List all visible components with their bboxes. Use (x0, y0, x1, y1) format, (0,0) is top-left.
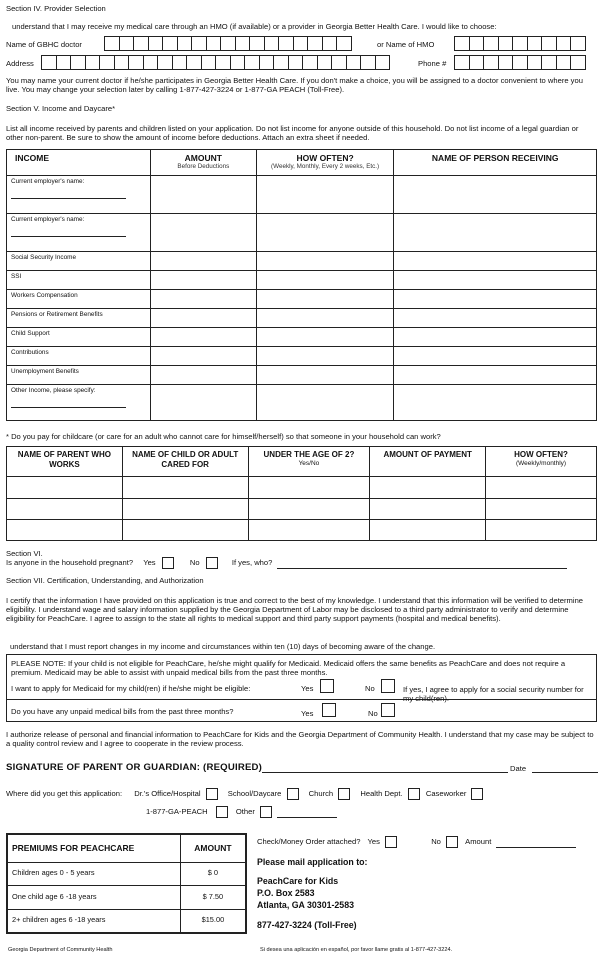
income-row-child-support: Child Support (7, 328, 151, 347)
premium-row-label: 2+ children ages 6 -18 years (7, 909, 180, 933)
char-cell[interactable] (288, 55, 304, 70)
check-label: Check/Money Order attached? (257, 837, 361, 846)
cc-cell[interactable] (370, 499, 486, 520)
source-doctor-label: Dr.'s Office/Hospital (134, 789, 201, 798)
income-row-ssi: SSI (7, 271, 151, 290)
char-cell[interactable] (186, 55, 202, 70)
mail-phone: 877-427-3224 (Toll-Free) (257, 920, 357, 930)
char-cell[interactable] (293, 36, 309, 51)
date-label: Date (510, 764, 527, 773)
person-cell[interactable] (394, 309, 597, 328)
phone-field[interactable] (454, 55, 585, 70)
amount-cell[interactable] (150, 309, 256, 328)
hmo-label: or Name of HMO (377, 40, 435, 49)
income-table (6, 149, 597, 421)
premium-row-label: One child age 6 -18 years (7, 885, 180, 909)
char-cell[interactable] (498, 36, 514, 51)
income-row-social-security: Social Security Income (7, 252, 151, 271)
cc-cell[interactable] (122, 477, 248, 499)
char-cell[interactable] (206, 36, 222, 51)
amount-label: Amount (465, 837, 492, 846)
cc-cell[interactable] (370, 520, 486, 541)
unpaid-no-label: No (368, 709, 378, 718)
premium-amount-header: AMOUNT (180, 834, 246, 862)
char-cell[interactable] (99, 55, 115, 70)
frequency-cell[interactable] (256, 176, 394, 214)
char-cell[interactable] (527, 36, 543, 51)
frequency-cell[interactable] (256, 347, 394, 366)
pregnant-no-checkbox[interactable] (206, 557, 218, 569)
premiums-header: PREMIUMS FOR PEACHCARE (7, 834, 180, 862)
pregnant-yes-label: Yes (143, 558, 156, 567)
source-school-checkbox[interactable] (287, 788, 299, 800)
amount-field[interactable] (496, 847, 576, 848)
income-row-other: Other Income, please specify: (7, 385, 151, 421)
char-cell[interactable] (56, 55, 72, 70)
source-other-label: Other (235, 807, 255, 816)
frequency-cell[interactable] (256, 271, 394, 290)
pregnant-row (6, 557, 567, 569)
char-cell[interactable] (114, 55, 130, 70)
source-church-checkbox[interactable] (338, 788, 350, 800)
parent-works-col: NAME OF PARENT WHO WORKS (7, 447, 123, 477)
person-cell[interactable] (394, 347, 597, 366)
frequency-cell[interactable] (256, 328, 394, 347)
person-cell[interactable] (394, 366, 597, 385)
report-changes-text: understand that I must report changes in my income and circumstances within ten (10) days of becoming aware of the change. (10, 642, 436, 651)
provider-intro: understand that I may receive my medical care through an HMO (if available) or a provider in Georgia Better Health Care. I would like to choose: (12, 22, 497, 31)
medicaid-note-box (6, 654, 597, 704)
childcare-table (6, 446, 597, 541)
char-cell[interactable] (249, 36, 265, 51)
cc-cell[interactable] (486, 520, 597, 541)
char-cell[interactable] (41, 55, 57, 70)
check-no-checkbox[interactable] (446, 836, 458, 848)
frequency-cell[interactable] (256, 309, 394, 328)
char-cell[interactable] (331, 55, 347, 70)
cc-cell[interactable] (370, 477, 486, 499)
medicaid-yes-checkbox[interactable] (320, 679, 334, 693)
income-row-contributions: Contributions (7, 347, 151, 366)
char-cell[interactable] (259, 55, 275, 70)
premium-row-amount: $15.00 (180, 909, 246, 933)
char-cell[interactable] (454, 36, 470, 51)
cc-how-often-col: HOW OFTEN? (Weekly/monthly) (486, 447, 597, 477)
cc-cell[interactable] (7, 520, 123, 541)
source-row-2 (146, 806, 337, 818)
footer-left: Georgia Department of Community Health (8, 947, 113, 953)
under-two-col: UNDER THE AGE OF 2? Yes/No (248, 447, 370, 477)
amount-cell[interactable] (150, 252, 256, 271)
pregnant-who-label: If yes, who? (231, 558, 273, 567)
char-cell[interactable] (133, 36, 149, 51)
char-cell[interactable] (128, 55, 144, 70)
char-cell[interactable] (85, 55, 101, 70)
certification-text: I certify that the information I have provided on this application is true and correct to the best of my knowledge. I understand that this information will be verified to determine eligibility. I understand wage and salary information supplied by the Georgia Department of Labor may be disclosed to a third party administrator to verify and determine eligibility for PeachCare. I agree to assign to the state all rights to medical support and third party support payments (hospital and medical benefits). (6, 596, 584, 624)
address-field[interactable] (41, 55, 389, 70)
source-health-dept-label: Health Dept. (360, 789, 403, 798)
char-cell[interactable] (220, 36, 236, 51)
person-cell[interactable] (394, 271, 597, 290)
cc-cell[interactable] (248, 499, 370, 520)
frequency-cell[interactable] (256, 214, 394, 252)
medicaid-no-label: No (365, 684, 375, 693)
source-other-field[interactable] (277, 817, 337, 818)
medicaid-note-text: PLEASE NOTE: If your child is not eligible for PeachCare, he/she might qualify for Medicaid. Medicaid offers the same benefits as PeachCare and does not require a premium. Medicaid may be able to assist with unpaid medical bills from the past three months. (11, 659, 566, 678)
char-cell[interactable] (541, 55, 557, 70)
char-cell[interactable] (469, 55, 485, 70)
char-cell[interactable] (157, 55, 173, 70)
section-vi-heading: Section VI. (6, 549, 43, 558)
char-cell[interactable] (235, 36, 251, 51)
char-cell[interactable] (119, 36, 135, 51)
char-cell[interactable] (177, 36, 193, 51)
char-cell[interactable] (307, 36, 323, 51)
unpaid-yes-label: Yes (301, 709, 314, 718)
address-label: Address (6, 59, 34, 68)
person-cell[interactable] (394, 214, 597, 252)
pregnant-yes-checkbox[interactable] (162, 557, 174, 569)
char-cell[interactable] (512, 36, 528, 51)
char-cell[interactable] (201, 55, 217, 70)
section-iv-heading: Section IV. Provider Selection (6, 4, 106, 13)
char-cell[interactable] (70, 55, 86, 70)
char-cell[interactable] (143, 55, 159, 70)
char-cell[interactable] (346, 55, 362, 70)
char-cell[interactable] (191, 36, 207, 51)
pregnant-no-label: No (189, 558, 200, 567)
amount-cell[interactable] (150, 347, 256, 366)
cc-cell[interactable] (7, 477, 123, 499)
authorize-text: I authorize release of personal and financial information to PeachCare for Kids and the Georgia Department of Community Health. I understand that my case may be subject to a quality control review and I agree to cooperate in the review process. (6, 730, 594, 749)
amount-cell[interactable] (150, 214, 256, 252)
income-intro: List all income received by parents and children listed on your application. Do not list income for anyone outside of this household. Do not list income of a legal guardian or other non-parent. Be sure to show the amount of income before deductions. Attach an extra sheet if needed. (6, 124, 579, 143)
char-cell[interactable] (360, 55, 376, 70)
person-cell[interactable] (394, 252, 597, 271)
signature-field[interactable] (262, 762, 508, 773)
mail-heading: Please mail application to: (257, 857, 368, 867)
hmo-name-field[interactable] (454, 36, 585, 51)
how-often-col: HOW OFTEN? (Weekly, Monthly, Every 2 weeks, Etc.) (256, 150, 394, 176)
unpaid-yes-checkbox[interactable] (322, 703, 336, 717)
amount-cell[interactable] (150, 290, 256, 309)
premiums-table (6, 833, 247, 934)
footer-right: Si desea una aplicación en español, por favor llame gratis al 1-877-427-3224. (260, 947, 453, 953)
provider-note: You may name your current doctor if he/she participates in Georgia Better Health Care. If you don't make a choice, you will be assigned to a doctor convenient to where you live. You may change your selection later by calling 1-877-427-3224 or 1-877-GA PEACH (Toll-Free). (6, 76, 583, 95)
income-row-workers-comp: Workers Compensation (7, 290, 151, 309)
ssn-note: If yes, I agree to apply for a social security number for my child(ren). (403, 685, 584, 704)
char-cell[interactable] (162, 36, 178, 51)
medicaid-yes-label: Yes (301, 684, 314, 693)
char-cell[interactable] (264, 36, 280, 51)
mail-name: PeachCare for Kids (257, 876, 339, 886)
frequency-cell[interactable] (256, 366, 394, 385)
frequency-cell[interactable] (256, 252, 394, 271)
person-receiving-col: NAME OF PERSON RECEIVING (394, 150, 597, 176)
income-row-unemployment: Unemployment Benefits (7, 366, 151, 385)
char-cell[interactable] (527, 55, 543, 70)
char-cell[interactable] (483, 36, 499, 51)
char-cell[interactable] (230, 55, 246, 70)
amount-cell[interactable] (150, 271, 256, 290)
amount-cell[interactable] (150, 328, 256, 347)
mail-box: P.O. Box 2583 (257, 888, 315, 898)
cc-cell[interactable] (248, 477, 370, 499)
source-health-dept-checkbox[interactable] (408, 788, 420, 800)
char-cell[interactable] (570, 55, 586, 70)
check-row (257, 836, 576, 848)
income-row-employer-1: Current employer's name: (7, 176, 151, 214)
premium-row-label: Children ages 0 - 5 years (7, 862, 180, 885)
char-cell[interactable] (302, 55, 318, 70)
char-cell[interactable] (454, 55, 470, 70)
unpaid-no-checkbox[interactable] (381, 703, 395, 717)
char-cell[interactable] (317, 55, 333, 70)
cc-cell[interactable] (248, 520, 370, 541)
medicaid-question: I want to apply for Medicaid for my child(ren) if he/she might be eligible: (11, 684, 251, 693)
char-cell[interactable] (104, 36, 120, 51)
source-caseworker-label: Caseworker (425, 789, 467, 798)
cc-cell[interactable] (122, 520, 248, 541)
cc-cell[interactable] (122, 499, 248, 520)
pregnant-who-field[interactable] (277, 568, 567, 569)
childcare-question: * Do you pay for childcare (or care for an adult who cannot care for himself/herself) so that someone in your household can work? (6, 432, 441, 441)
char-cell[interactable] (278, 36, 294, 51)
char-cell[interactable] (322, 36, 338, 51)
gbhc-doctor-field[interactable] (104, 36, 351, 51)
source-peach-label: 1-877-GA-PEACH (146, 807, 208, 816)
person-cell[interactable] (394, 385, 597, 421)
premium-row-amount: $ 7.50 (180, 885, 246, 909)
mail-city: Atlanta, GA 30301-2583 (257, 900, 354, 910)
frequency-cell[interactable] (256, 385, 394, 421)
char-cell[interactable] (570, 36, 586, 51)
char-cell[interactable] (172, 55, 188, 70)
char-cell[interactable] (512, 55, 528, 70)
check-yes-checkbox[interactable] (385, 836, 397, 848)
unpaid-bills-box (6, 700, 597, 722)
section-v-heading: Section V. Income and Daycare* (6, 104, 116, 113)
income-row-pensions: Pensions or Retirement Benefits (7, 309, 151, 328)
char-cell[interactable] (244, 55, 260, 70)
char-cell[interactable] (556, 55, 572, 70)
char-cell[interactable] (273, 55, 289, 70)
source-peach-checkbox[interactable] (216, 806, 228, 818)
char-cell[interactable] (375, 55, 391, 70)
source-other-checkbox[interactable] (260, 806, 272, 818)
cc-cell[interactable] (7, 499, 123, 520)
char-cell[interactable] (541, 36, 557, 51)
person-cell[interactable] (394, 176, 597, 214)
date-field[interactable] (532, 762, 598, 773)
medicaid-no-checkbox[interactable] (381, 679, 395, 693)
payment-col: AMOUNT OF PAYMENT (370, 447, 486, 477)
child-cared-col: NAME OF CHILD OR ADULT CARED FOR (122, 447, 248, 477)
gbhc-doctor-label: Name of GBHC doctor (6, 40, 82, 49)
check-no-label: No (431, 837, 441, 846)
source-row (6, 788, 483, 800)
cc-cell[interactable] (486, 477, 597, 499)
signature-label: SIGNATURE OF PARENT OR GUARDIAN: (REQUIRED) (6, 762, 263, 773)
section-vii-heading: Section VII. Certification, Understanding, and Authorization (6, 576, 204, 585)
amount-cell[interactable] (150, 176, 256, 214)
source-school-label: School/Daycare (227, 789, 282, 798)
check-yes-label: Yes (367, 837, 380, 846)
char-cell[interactable] (148, 36, 164, 51)
char-cell[interactable] (498, 55, 514, 70)
income-row-employer-2: Current employer's name: (7, 214, 151, 252)
amount-cell[interactable] (150, 385, 256, 421)
char-cell[interactable] (483, 55, 499, 70)
source-church-label: Church (308, 789, 334, 798)
person-cell[interactable] (394, 328, 597, 347)
source-doctor-checkbox[interactable] (206, 788, 218, 800)
pregnant-question: Is anyone in the household pregnant? (6, 558, 134, 567)
income-col: INCOME (7, 150, 151, 176)
unpaid-question: Do you have any unpaid medical bills from the past three months? (11, 707, 234, 716)
char-cell[interactable] (215, 55, 231, 70)
source-caseworker-checkbox[interactable] (471, 788, 483, 800)
person-cell[interactable] (394, 290, 597, 309)
amount-cell[interactable] (150, 366, 256, 385)
char-cell[interactable] (336, 36, 352, 51)
char-cell[interactable] (469, 36, 485, 51)
cc-cell[interactable] (486, 499, 597, 520)
phone-label: Phone # (418, 59, 447, 68)
char-cell[interactable] (556, 36, 572, 51)
source-question: Where did you get this application: (6, 789, 123, 798)
frequency-cell[interactable] (256, 290, 394, 309)
amount-col: AMOUNT Before Deductions (150, 150, 256, 176)
premium-row-amount: $ 0 (180, 862, 246, 885)
